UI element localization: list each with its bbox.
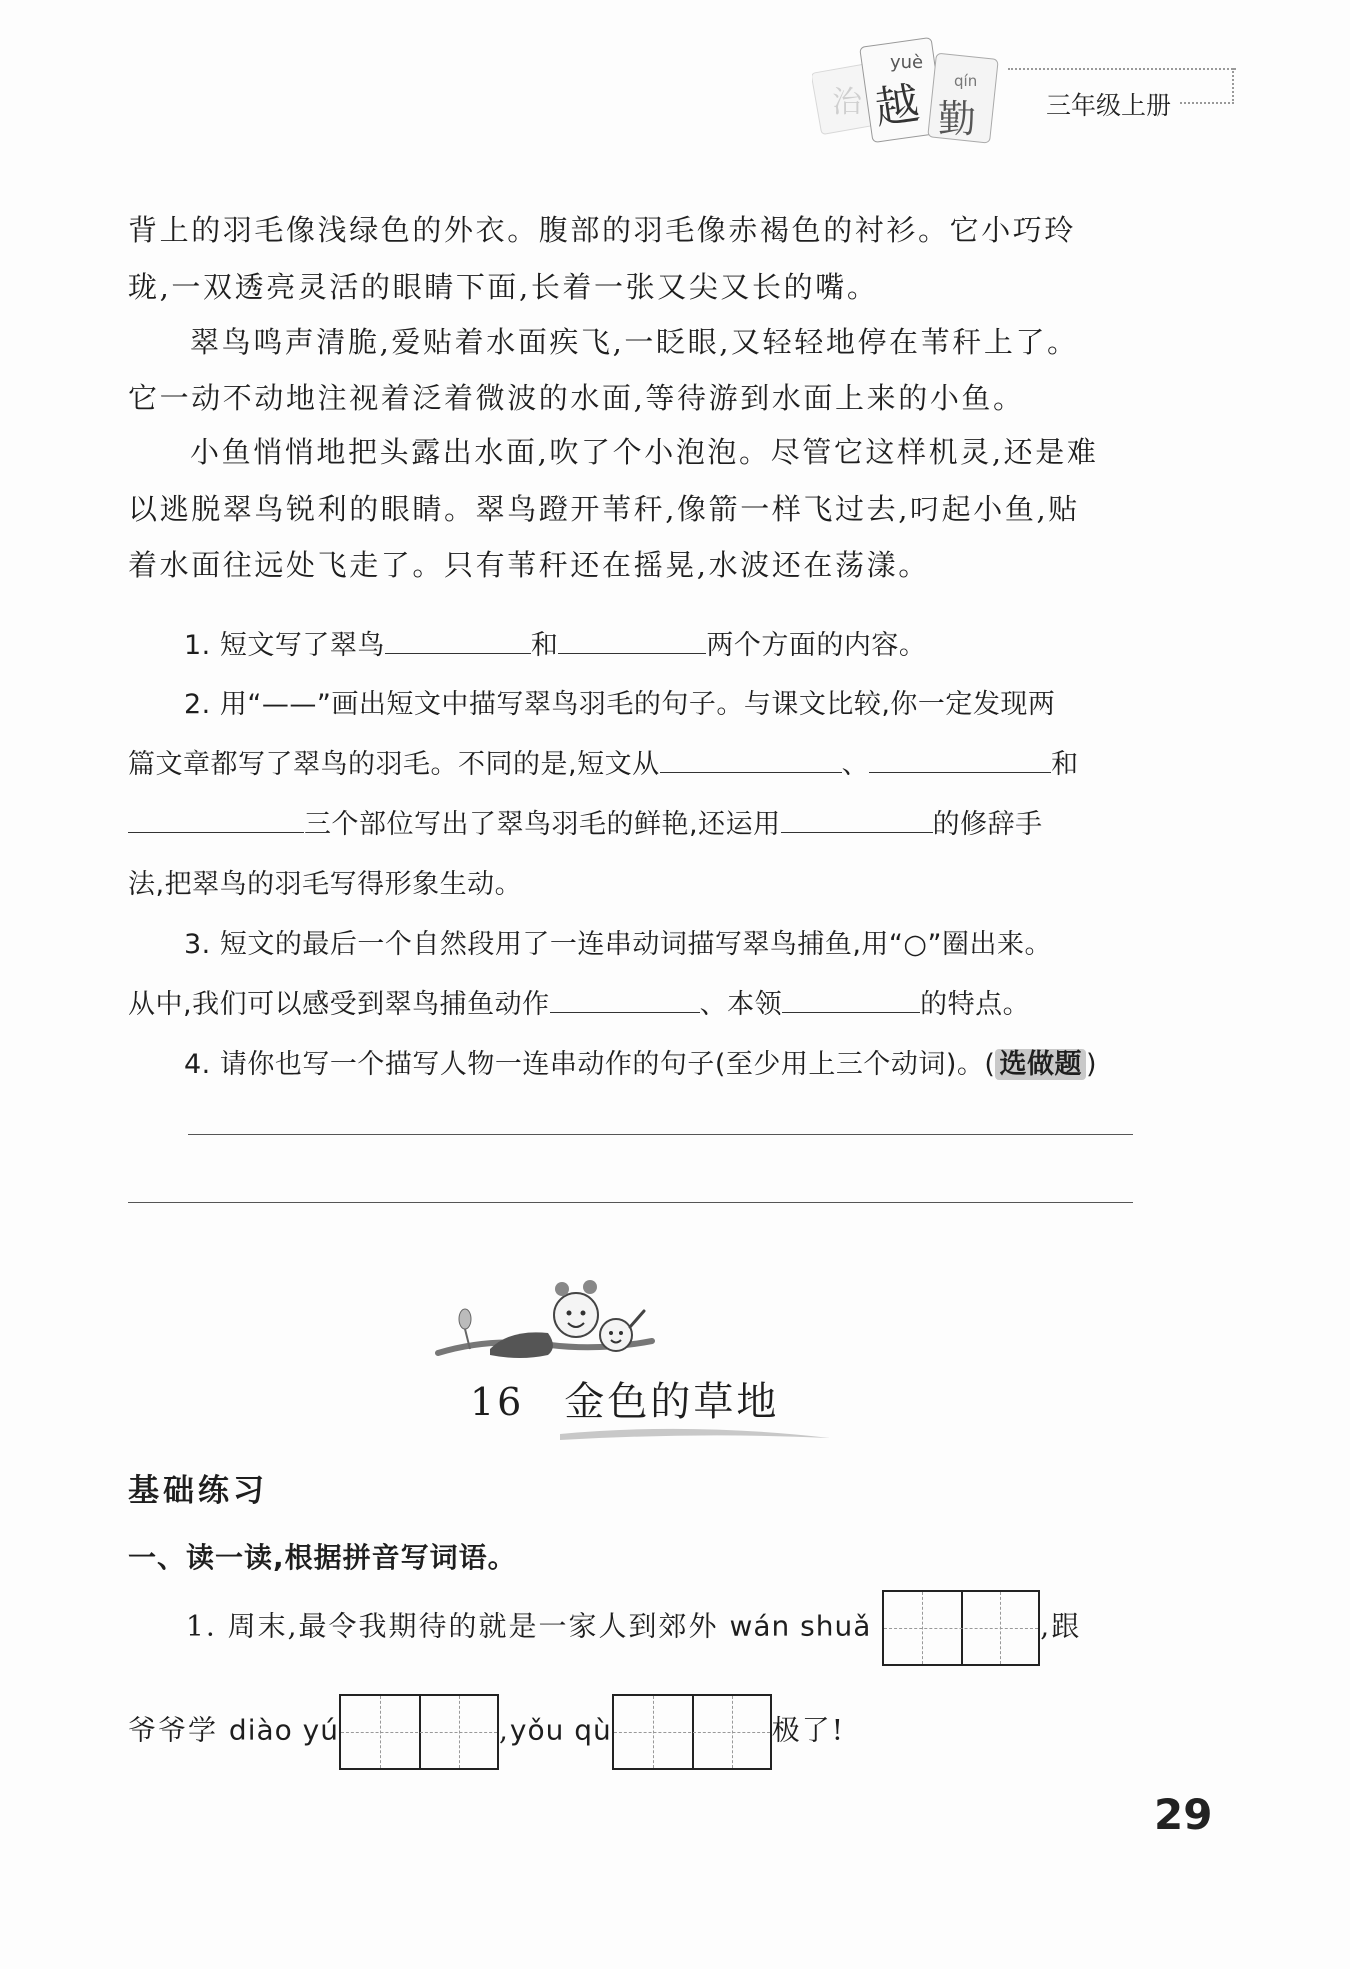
q1-blank-2[interactable] (558, 623, 706, 654)
passage-line: 翠鸟鸣声清脆,爱贴着水面疾飞,一眨眼,又轻轻地停在苇秆上了。 (190, 325, 1079, 359)
pinyin-wan-shua: wán shuǎ (729, 1609, 872, 1643)
passage-line: 它一动不动地注视着泛着微波的水面,等待游到水面上来的小鱼。 (128, 381, 1025, 415)
logo-pinyin-2: qín (954, 72, 978, 90)
header-rule (1008, 68, 1236, 70)
header-rule (1232, 68, 1234, 104)
passage-line: 珑,一双透亮灵活的眼睛下面,长着一张又尖又长的嘴。 (128, 270, 879, 304)
q1-blank-1[interactable] (385, 623, 531, 654)
q2-blank-2[interactable] (869, 742, 1051, 773)
passage-line: 以逃脱翠鸟锐利的眼睛。翠鸟蹬开苇秆,像箭一样飞过去,叼起小鱼,贴 (128, 492, 1080, 526)
q1-end: 两个方面的内容。 (706, 630, 927, 661)
char-grid-wan-shua[interactable] (882, 1590, 1040, 1666)
exercise-text-1: 1. 周末,最令我期待的就是一家人到郊外 (186, 1609, 719, 1643)
q2-sep: 、 (841, 749, 870, 780)
logo-char-2: 越 (871, 77, 923, 135)
q3-blank-2[interactable] (782, 982, 920, 1013)
q2-blank-1[interactable] (660, 742, 842, 773)
q2-and: 和 (1051, 749, 1079, 780)
q2-line-3 (128, 802, 1043, 841)
q1-text: 1. 短文写了翠鸟 (184, 630, 385, 661)
char-grid-diao-yu[interactable] (339, 1694, 499, 1770)
exercise-line-2 (128, 1694, 845, 1770)
children-illustration (430, 1275, 660, 1375)
q3-line-1: 3. 短文的最后一个自然段用了一连串动词描写翠鸟捕鱼,用“○”圈出来。 (184, 929, 1052, 960)
q3-blank-1[interactable] (550, 982, 700, 1013)
title-underline (560, 1420, 830, 1444)
q2-line-1: 2. 用“——”画出短文中描写翠鸟羽毛的句子。与课文比较,你一定发现两 (184, 689, 1056, 720)
logo-char-3: 勤 (938, 97, 977, 141)
logo-pinyin-1: yuè (890, 52, 924, 73)
q4-close: ) (1085, 1049, 1097, 1080)
lesson-name: 金色的草地 (564, 1379, 780, 1425)
grade-label: 三年级上册 (1046, 91, 1172, 120)
lesson-title (470, 1370, 779, 1427)
task-heading: 一、读一读,根据拼音写词语。 (128, 1541, 517, 1574)
exercise-text-1b: ,跟 (1040, 1609, 1082, 1643)
answer-line-2[interactable] (128, 1202, 1133, 1203)
q2-blank-3[interactable] (128, 802, 304, 833)
optional-tag: 选做题 (995, 1049, 1086, 1080)
answer-line-1[interactable] (188, 1134, 1133, 1135)
q3-line-2 (128, 982, 1030, 1021)
q2-blank-4[interactable] (781, 802, 933, 833)
exercise-line-1 (186, 1590, 1081, 1666)
exercise-text-2b: , (498, 1713, 510, 1747)
q2-text: 篇文章都写了翠鸟的羽毛。不同的是,短文从 (128, 749, 660, 780)
q3-end: 的特点。 (920, 989, 1031, 1020)
q4-text: 4. 请你也写一个描写人物一连串动作的句子(至少用上三个动词)。( (184, 1049, 996, 1080)
exercise-text-2c: 极了! (771, 1713, 846, 1747)
q2-text-3: 三个部位写出了翠鸟羽毛的鲜艳,还运用 (304, 809, 781, 840)
passage-line: 着水面往远处飞走了。只有苇秆还在摇晃,水波还在荡漾。 (128, 548, 930, 582)
lesson-number: 16 (470, 1380, 525, 1424)
page-number: 29 (1154, 1790, 1213, 1839)
logo-char-1: 治 (832, 85, 862, 120)
char-grid-you-qu[interactable] (612, 1694, 772, 1770)
pinyin-you-qu: yǒu qù (509, 1713, 612, 1747)
q2-text-3b: 的修辞手 (932, 809, 1043, 840)
exercise-text-2: 爷爷学 (128, 1713, 219, 1747)
q3-text-b: 、本领 (699, 989, 783, 1020)
pinyin-diao-yu: diào yú (228, 1713, 339, 1747)
section-heading: 基础练习 (128, 1473, 268, 1509)
q2-line-4: 法,把翠鸟的羽毛写得形象生动。 (128, 869, 523, 900)
q1-and: 和 (530, 630, 559, 661)
question-1 (184, 623, 926, 662)
question-4 (184, 1042, 1097, 1081)
header-rule (1180, 102, 1234, 104)
q3-text: 从中,我们可以感受到翠鸟捕鱼动作 (128, 989, 550, 1020)
q2-line-2 (128, 742, 1079, 781)
series-logo (812, 28, 1002, 160)
passage-line: 小鱼悄悄地把头露出水面,吹了个小泡泡。尽管它这样机灵,还是难 (190, 435, 1099, 469)
passage-line: 背上的羽毛像浅绿色的外衣。腹部的羽毛像赤褐色的衬衫。它小巧玲 (128, 213, 1077, 247)
